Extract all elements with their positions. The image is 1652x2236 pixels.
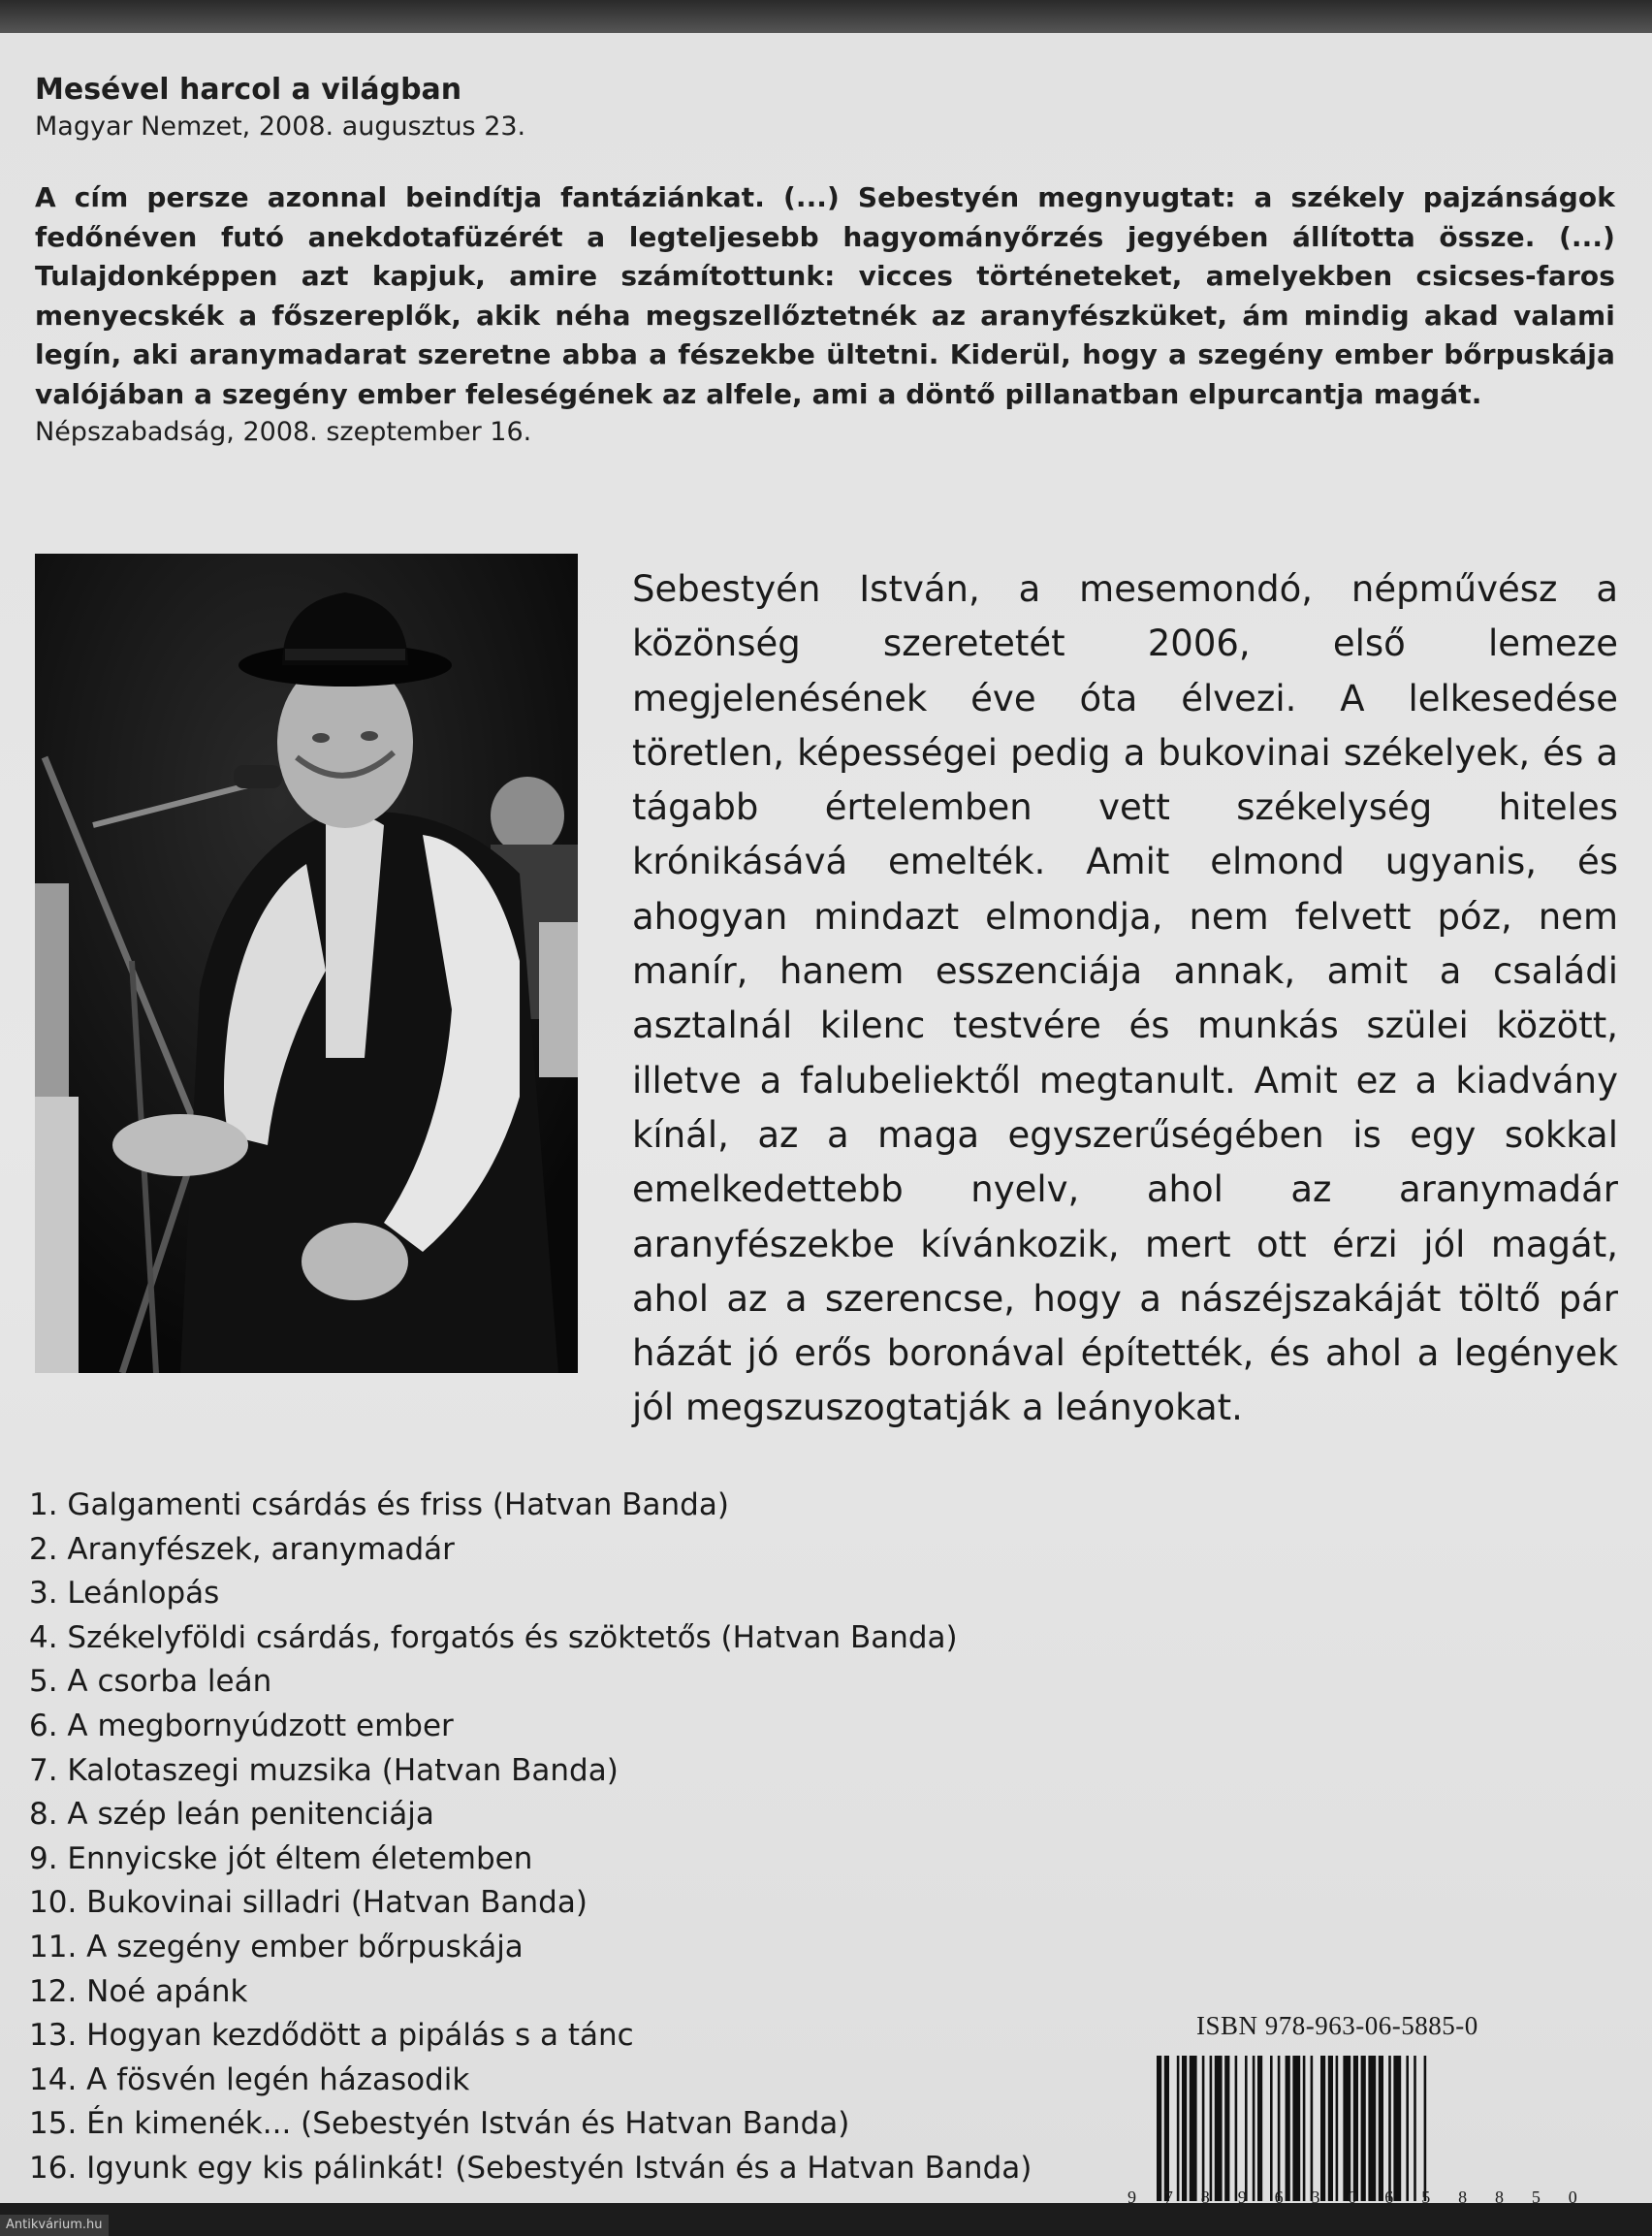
track-item: 16. Igyunk egy kis pálinkát! (Sebestyén István és a Hatvan Banda) bbox=[29, 2150, 1032, 2186]
barcode-bar bbox=[1278, 2056, 1281, 2201]
barcode bbox=[1157, 2056, 1525, 2201]
scan-top-edge bbox=[0, 0, 1652, 33]
barcode-bar bbox=[1328, 2056, 1333, 2201]
isbn-label: ISBN 978-963-06-5885-0 bbox=[1196, 2011, 1478, 2040]
barcode-bar bbox=[1182, 2056, 1187, 2201]
barcode-bar bbox=[1368, 2056, 1376, 2201]
barcode-bar bbox=[1224, 2056, 1229, 2201]
track-item: 11. A szegény ember bőrpuskája bbox=[29, 1929, 524, 1964]
track-item: 1. Galgamenti csárdás és friss (Hatvan Banda) bbox=[29, 1487, 729, 1522]
barcode-bar bbox=[1379, 2056, 1383, 2201]
barcode-bar bbox=[1311, 2056, 1314, 2201]
review-text: A cím persze azonnal beindítja fantáziánkat. (...) Sebestyén megnyugtat: a székely pajzánságok fedőnéven futó anekdotafüzérét a legteljesebb hagyományőrzés jegyében állította össze. (...) Tulajdonképpen azt kapjuk, amire számítottunk: vicces történeteket, amelyekben csicses-faros menyecskék a főszereplők, akik néha megszellőztetnék az aranyfészküket, ám mindig akad valami legín, aki aranymadarat szeretne abba a fészekbe ültetni. Kiderül, hogy a szegény ember bőrpuskája valójában a szegény ember feleségének az alfele, ami a döntő pillanatban elpurcantja magát. bbox=[35, 181, 1615, 410]
review-magyar-nemzet bbox=[35, 72, 1615, 145]
barcode-bar bbox=[1406, 2056, 1409, 2201]
track-item: 3. Leánlopás bbox=[29, 1576, 220, 1612]
track-list bbox=[29, 1484, 1032, 2191]
track-item: 15. Én kimenék... (Sebestyén István és Hatvan Banda) bbox=[29, 2106, 850, 2142]
track-item: 6. A megbornyúdzott ember bbox=[29, 1708, 454, 1743]
barcode-bar bbox=[1336, 2056, 1339, 2201]
track-item: 10. Bukovinai silladri (Hatvan Banda) bbox=[29, 1885, 588, 1921]
track-item: 7. Kalotaszegi muzsika (Hatvan Banda) bbox=[29, 1752, 619, 1788]
track-item: 4. Székelyföldi csárdás, forgatós és szöktetős (Hatvan Banda) bbox=[29, 1619, 958, 1655]
barcode-bar bbox=[1414, 2056, 1416, 2201]
barcode-bar bbox=[1235, 2056, 1238, 2201]
barcode-bar bbox=[1361, 2056, 1366, 2201]
barcode-bar bbox=[1424, 2056, 1427, 2201]
barcode-bar bbox=[1215, 2056, 1223, 2201]
review-source: Magyar Nemzet, 2008. augusztus 23. bbox=[35, 112, 526, 142]
performer-photo-illustration bbox=[35, 554, 578, 1373]
barcode-bar bbox=[1292, 2056, 1300, 2201]
barcode-bar bbox=[1253, 2056, 1255, 2201]
review-title: Mesével harcol a világban bbox=[35, 73, 462, 107]
review-nepszabadsag bbox=[35, 178, 1615, 451]
barcode-bar bbox=[1286, 2056, 1290, 2201]
barcode-bar bbox=[1177, 2056, 1180, 2201]
barcode-bar bbox=[1164, 2056, 1169, 2201]
barcode-bar bbox=[1303, 2056, 1306, 2201]
barcode-digits: 9 7 8 9 6 3 0 6 5 8 8 5 0 bbox=[1128, 2188, 1589, 2207]
barcode-bar bbox=[1210, 2056, 1213, 2201]
barcode-bars bbox=[1157, 2056, 1525, 2201]
track-item: 14. A fösvén legén házasodik bbox=[29, 2061, 470, 2097]
track-item: 2. Aranyfészek, aranymadár bbox=[29, 1531, 455, 1567]
performer-biography: Sebestyén István, a mesemondó, népművész a közönség szeretetét 2006, első lemeze megjelenésének éve óta élvezi. A lelkesedése töretlen, képességei pedig a bukovinai székelyek, és a tágabb értelemben vett székelység hiteles krónikásává emelték. Amit elmond ugyanis, és ahogyan mindazt elmondja, nem felvett póz, nem manír, hanem esszenciája annak, amit a családi asztalnál kilenc testvére és munkás szülei között, illetve a falubeliektől megtanult. Amit ez a kiadvány kínál, az a maga egyszerűségében is egy sokkal emelkedettebb nyelv, ahol az aranymadár aranyfészekbe kívánkozik, mert ott érzi jól magát, ahol az a szerencse, hogy a nászéjszakáját töltő pár házát jó erős boronával építették, és ahol a legények jól megszuszogtatják a leányokat. bbox=[632, 568, 1618, 1429]
barcode-bar bbox=[1388, 2056, 1391, 2201]
performer-photo bbox=[35, 554, 578, 1373]
track-item: 5. A csorba leán bbox=[29, 1664, 272, 1700]
watermark: Antikvárium.hu bbox=[0, 2215, 109, 2236]
track-item: 8. A szép leán penitenciája bbox=[29, 1797, 434, 1833]
barcode-bar bbox=[1353, 2056, 1358, 2201]
barcode-bar bbox=[1320, 2056, 1325, 2201]
barcode-bar bbox=[1202, 2056, 1205, 2201]
barcode-bar bbox=[1257, 2056, 1262, 2201]
barcode-bar bbox=[1270, 2056, 1273, 2201]
track-item: 9. Ennyicske jót éltem életemben bbox=[29, 1840, 533, 1876]
track-item: 12. Noé apánk bbox=[29, 1973, 248, 2009]
review-source: Népszabadság, 2008. szeptember 16. bbox=[35, 417, 532, 447]
barcode-bar bbox=[1393, 2056, 1401, 2201]
barcode-bar bbox=[1157, 2056, 1161, 2201]
book-back-cover bbox=[0, 33, 1652, 2232]
track-item: 13. Hogyan kezdődött a pipálás s a tánc bbox=[29, 2018, 634, 2054]
barcode-bar bbox=[1343, 2056, 1350, 2201]
barcode-bar bbox=[1245, 2056, 1248, 2201]
barcode-bar bbox=[1190, 2056, 1197, 2201]
